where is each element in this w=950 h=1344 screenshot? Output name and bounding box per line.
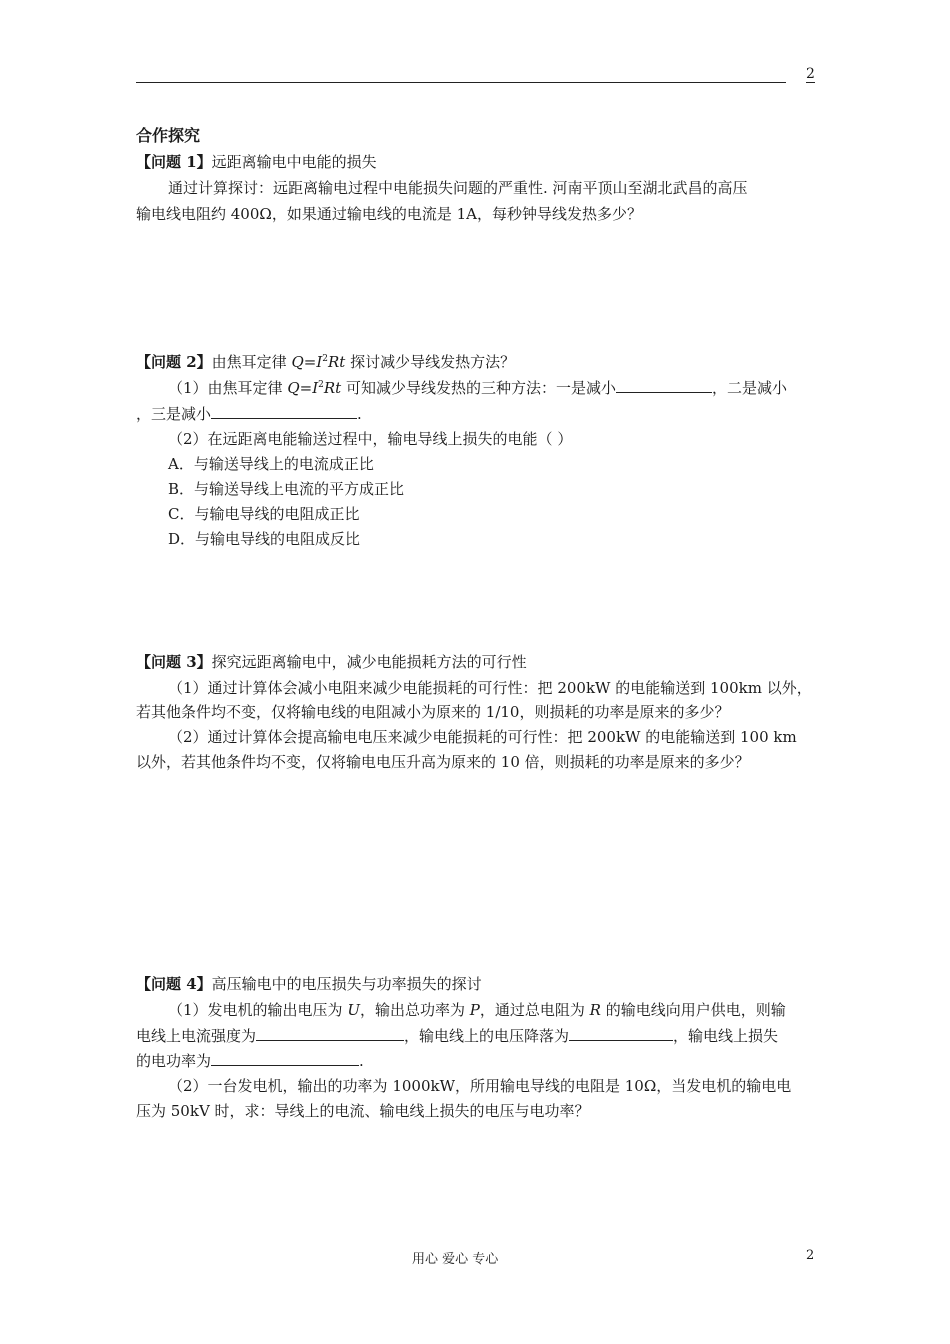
- formula-eq: =: [303, 353, 317, 371]
- q2-formula: [291, 353, 345, 371]
- q2-part2: （2）在远距离电能输送过程中，输电导线上损失的电能（ ）: [168, 430, 573, 448]
- answer-blank-1[interactable]: [616, 378, 712, 393]
- formula-q: Q: [291, 353, 304, 371]
- var-p: P: [469, 1001, 480, 1019]
- q4-p1-line3-a: 的电功率为: [136, 1052, 212, 1070]
- option-d: D．与输电导线的电阻成反比: [168, 530, 361, 548]
- q1-heading: 【问题 1】: [136, 153, 212, 171]
- q3-heading-text: 探究远距离输电中，减少电能损耗方法的可行性: [211, 653, 527, 671]
- q2-p1-end: .: [357, 405, 362, 423]
- answer-blank-2[interactable]: [211, 404, 357, 419]
- formula-sup: 2: [318, 380, 324, 390]
- var-r: R: [589, 1001, 601, 1019]
- q4-p1-line3-end: .: [359, 1052, 364, 1070]
- formula-rt: Rt: [323, 379, 342, 397]
- formula-eq: =: [299, 379, 313, 397]
- q3-heading-line: [136, 652, 527, 672]
- q3-part1-line1: （1）通过计算体会减小电阻来减少电能损耗的可行性：把 200kW 的电能输送到 100km 以外，: [168, 679, 812, 697]
- q2-heading-post: 探讨减少导线发热方法？: [345, 353, 516, 371]
- q3-part2-line1: （2）通过计算体会提高输电电压来减少电能损耗的可行性：把 200kW 的电能输送到 100 km: [168, 728, 797, 746]
- header-rule: [136, 82, 786, 83]
- q4-part1-line1: [168, 1000, 786, 1020]
- answer-blank-3[interactable]: [256, 1026, 404, 1041]
- q4-p1-d: 的输电线向用户供电，则输: [600, 1001, 786, 1019]
- q2-part1-line1: [168, 378, 787, 398]
- q2-p1-formula: [287, 379, 341, 397]
- q2-heading-pre: 由焦耳定律: [211, 353, 292, 371]
- q4-heading: 【问题 4】: [136, 975, 212, 993]
- q2-p1-post: 可知减少导线发热的三种方法：一是减小: [341, 379, 616, 397]
- q2-p1-line2-pre: ，三是减小: [136, 405, 212, 423]
- formula-q: Q: [287, 379, 300, 397]
- q4-heading-text: 高压输电中的电压损失与功率损失的探讨: [211, 975, 482, 993]
- q4-part2-line1: （2）一台发电机，输出的功率为 1000kW，所用输电导线的电阻是 10Ω，当发电机的输电电: [168, 1077, 792, 1095]
- q2-p1-pre: （1）由焦耳定律: [168, 379, 288, 397]
- q4-p1-c: ，通过总电阻为: [479, 1001, 590, 1019]
- q4-p1-line2-a: 电线上电流强度为: [136, 1027, 257, 1045]
- var-u: U: [347, 1001, 360, 1019]
- formula-sup: 2: [322, 354, 329, 364]
- footer-motto: 用心 爱心 专心: [412, 1252, 499, 1267]
- q4-heading-line: [136, 974, 482, 994]
- q4-part2-line2: 压为 50kV 时，求：导线上的电流、输电线上损失的电压与电功率？: [136, 1102, 590, 1120]
- q1-heading-line: [136, 152, 377, 172]
- q2-p1-mid: ，二是减小: [711, 379, 787, 397]
- option-b: B．与输送导线上电流的平方成正比: [168, 480, 405, 498]
- q3-part1-line2: 若其他条件均不变，仅将输电线的电阻减小为原来的 1/10，则损耗的功率是原来的多少？: [136, 703, 730, 721]
- q4-p1-b: ，输出总功率为: [359, 1001, 470, 1019]
- formula-i: I: [312, 379, 319, 397]
- q3-part2-line2: 以外，若其他条件均不变，仅将输电电压升高为原来的 10 倍，则损耗的功率是原来的多少？: [136, 753, 750, 771]
- q1-heading-text: 远距离输电中电能的损失: [211, 153, 377, 171]
- q2-part1-line2: [136, 404, 362, 424]
- formula-rt: Rt: [328, 353, 346, 371]
- q1-line-2: 输电线电阻约 400Ω，如果通过输电线的电流是 1A，每秒钟导线发热多少？: [136, 205, 642, 223]
- q1-line-1: 通过计算探讨：远距离输电过程中电能损失问题的严重性. 河南平顶山至湖北武昌的高压: [168, 179, 748, 197]
- footer-page-number: 2: [806, 1248, 815, 1263]
- q4-p1-a: （1）发电机的输出电压为: [168, 1001, 348, 1019]
- answer-blank-5[interactable]: [211, 1051, 359, 1066]
- q2-heading: 【问题 2】: [136, 353, 212, 371]
- q2-heading-line: [136, 352, 515, 372]
- q4-p1-line2-c: ，输电线上损失: [673, 1027, 779, 1045]
- option-a: A．与输送导线上的电流成正比: [168, 455, 374, 473]
- answer-blank-4[interactable]: [569, 1026, 673, 1041]
- q4-p1-line2-b: ，输电线上的电压降落为: [404, 1027, 570, 1045]
- option-c: C．与输电导线的电阻成正比: [168, 505, 360, 523]
- section-title: 合作探究: [136, 126, 201, 145]
- header-page-number: 2: [806, 66, 815, 82]
- q4-part1-line3: [136, 1051, 364, 1071]
- formula-i: I: [316, 353, 323, 371]
- q4-part1-line2: [136, 1026, 778, 1046]
- q3-heading: 【问题 3】: [136, 653, 212, 671]
